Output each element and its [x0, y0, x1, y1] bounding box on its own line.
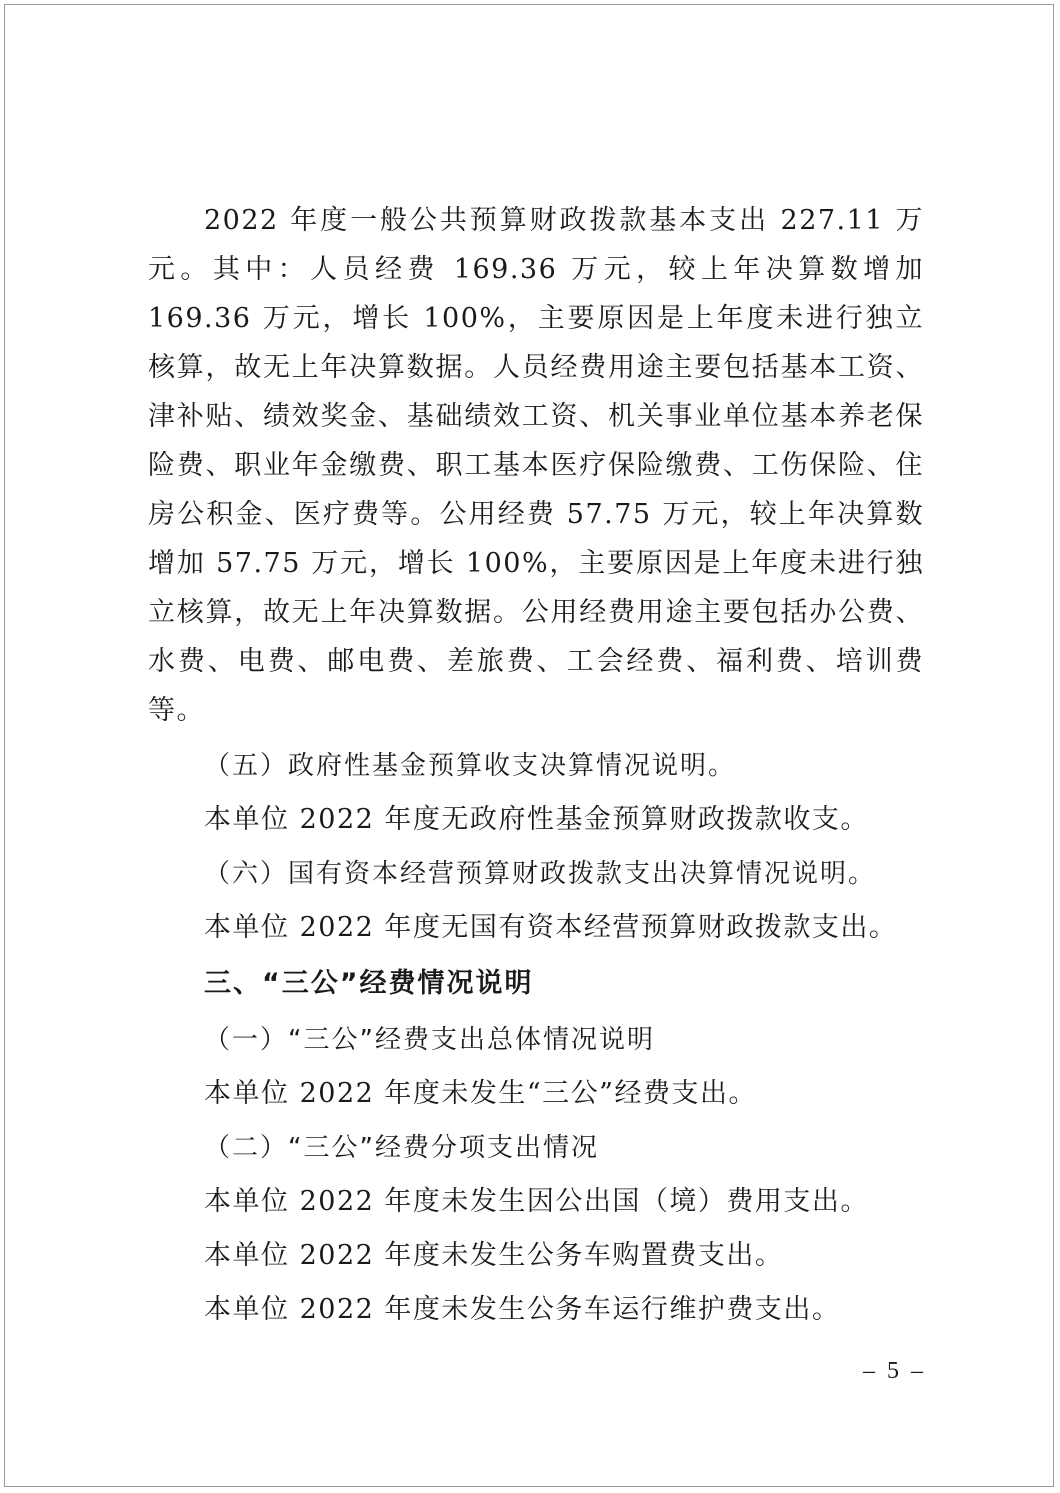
- gov-fund-heading: （五）政府性基金预算收支决算情况说明。: [204, 751, 737, 781]
- vehicle-purchase-text: 本单位 2022 年度未发生公务车购置费支出。: [204, 1240, 784, 1271]
- abroad-expense-text: 本单位 2022 年度未发生因公出国（境）费用支出。: [204, 1186, 869, 1217]
- state-capital-text: 本单位 2022 年度无国有资本经营预算财政拨款支出。: [204, 912, 898, 943]
- state-capital-heading: （六）国有资本经营预算财政拨款支出决算情况说明。: [204, 859, 877, 889]
- three-public-items-heading: （二）“三公”经费分项支出情况: [204, 1133, 599, 1163]
- vehicle-operation-text: 本单位 2022 年度未发生公务车运行维护费支出。: [204, 1294, 841, 1325]
- three-public-overall-heading: （一）“三公”经费支出总体情况说明: [204, 1025, 655, 1055]
- intro-paragraph: 2022 年度一般公共预算财政拨款基本支出 227.11 万元。其中：人员经费 169.36 万元，较上年决算数增加 169.36 万元，增长 100%，主要原因是上年度未进行独立核算，故无上年决算数据。人员经费用途主要包括基本工资、津补贴、绩效奖金、基础绩效工资、机关事业单位基本养老保险费、职业年金缴费、职工基本医疗保险缴费、工伤保险、住房公积金、医疗费等。公用经费 57.75 万元，较上年决算数增加 57.75 万元，增长 100%，主要原因是上年度未进行独立核算，故无上年决算数据。公用经费用途主要包括办公费、水费、电费、邮电费、差旅费、工会经费、福利费、培训费等。: [148, 205, 924, 726]
- three-public-overall-text: 本单位 2022 年度未发生“三公”经费支出。: [204, 1078, 757, 1109]
- three-public-heading: 三、“三公”经费情况说明: [204, 968, 534, 999]
- gov-fund-text: 本单位 2022 年度无政府性基金预算财政拨款收支。: [204, 804, 869, 835]
- page-number: – 5 –: [863, 1358, 926, 1384]
- document-body: [148, 196, 924, 1337]
